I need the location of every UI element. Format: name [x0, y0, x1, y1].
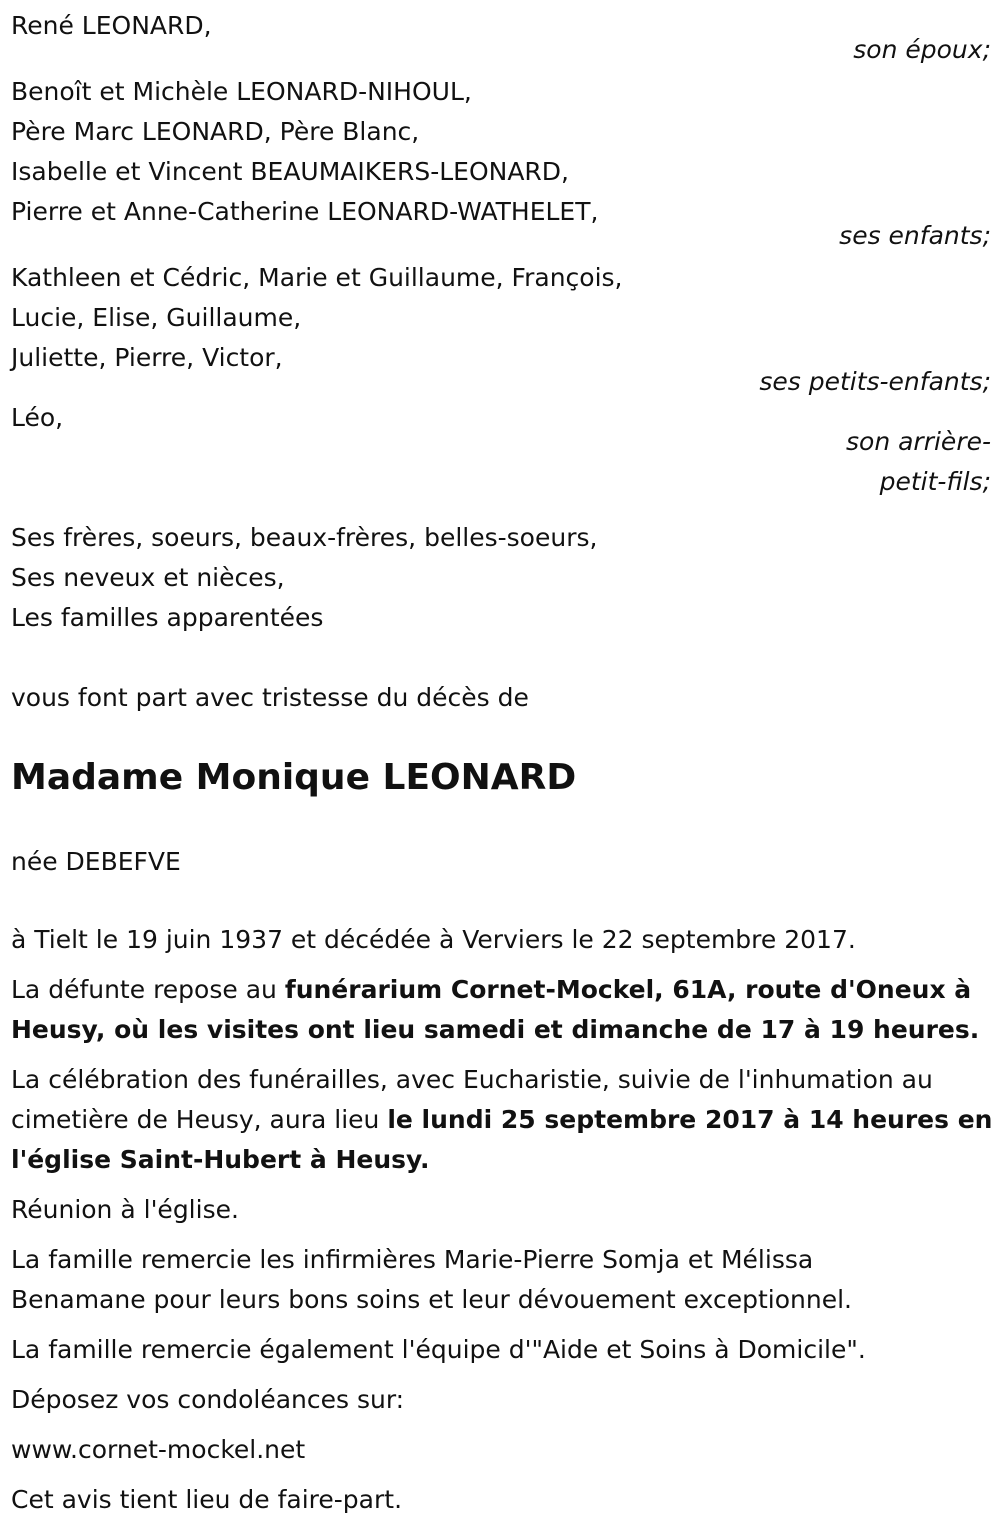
- celebration-paragraph: [11, 1060, 991, 1180]
- great-grandchild-line: Léo,: [11, 403, 64, 432]
- celebration-place: l'église Saint-Hubert à Heusy.: [11, 1145, 430, 1174]
- celebration-datetime: le lundi 25 septembre 2017 à 14 heures en: [387, 1105, 993, 1134]
- repose-location-line-2: Heusy, où les visites ont lieu samedi et dimanche de 17 à 19 heures.: [11, 1015, 980, 1044]
- website-link[interactable]: www.cornet-mockel.net: [11, 1435, 306, 1464]
- child-line: Père Marc LEONARD, Père Blanc,: [11, 117, 420, 146]
- child-line: Isabelle et Vincent BEAUMAIKERS-LEONARD,: [11, 157, 569, 186]
- grandchildren-block: [11, 258, 991, 402]
- spouse-block: [11, 6, 991, 70]
- repose-location-line-1: funérarium Cornet-Mockel, 61A, route d'Oneux à: [284, 975, 972, 1004]
- grandchild-line: Kathleen et Cédric, Marie et Guillaume, François,: [11, 263, 623, 292]
- spouse-name: René LEONARD,: [11, 11, 212, 40]
- spouse-role: son époux;: [853, 35, 991, 64]
- repose-prefix: La défunte repose au: [11, 975, 285, 1004]
- grandchildren-role: ses petits-enfants;: [759, 367, 991, 396]
- relative-line: Ses frères, soeurs, beaux-frères, belles-soeurs,: [11, 523, 598, 552]
- thanks-team-line: La famille remercie également l'équipe d'"Aide et Soins à Domicile".: [11, 1335, 866, 1364]
- great-grandchildren-role-line-1: son arrière-: [846, 427, 991, 456]
- deceased-name: Madame Monique LEONARD: [11, 757, 577, 798]
- thanks-line-2: Benamane pour leurs bons soins et leur dévouement exceptionnel.: [11, 1285, 852, 1314]
- reunion-line: Réunion à l'église.: [11, 1195, 239, 1224]
- announcement-text: vous font part avec tristesse du décès de: [11, 683, 529, 712]
- birth-death-line: à Tielt le 19 juin 1937 et décédée à Verviers le 22 septembre 2017.: [11, 925, 856, 954]
- celebration-line-1: La célébration des funérailles, avec Eucharistie, suivie de l'inhumation au: [11, 1065, 933, 1094]
- thanks-line-1: La famille remercie les infirmières Marie-Pierre Somja et Mélissa: [11, 1245, 814, 1274]
- relative-line: Ses neveux et nièces,: [11, 563, 285, 592]
- great-grandchildren-block: [11, 398, 991, 502]
- children-role: ses enfants;: [839, 221, 991, 250]
- celebration-line-2-prefix: cimetière de Heusy, aura lieu: [11, 1105, 388, 1134]
- relatives-block: [11, 518, 991, 638]
- repose-paragraph: [11, 970, 991, 1050]
- obituary-notice: [11, 6, 991, 1520]
- thanks-paragraph: [11, 1240, 991, 1320]
- maiden-name: née DEBEFVE: [11, 847, 181, 876]
- condolences-line: Déposez vos condoléances sur:: [11, 1385, 405, 1414]
- notice-line: Cet avis tient lieu de faire-part.: [11, 1485, 403, 1514]
- child-line: Pierre et Anne-Catherine LEONARD-WATHELET,: [11, 197, 599, 226]
- relative-line: Les familles apparentées: [11, 603, 324, 632]
- grandchild-line: Lucie, Elise, Guillaume,: [11, 303, 302, 332]
- children-block: [11, 72, 991, 256]
- grandchild-line: Juliette, Pierre, Victor,: [11, 343, 283, 372]
- child-line: Benoît et Michèle LEONARD-NIHOUL,: [11, 77, 472, 106]
- great-grandchildren-role-line-2: petit-fils;: [879, 467, 991, 496]
